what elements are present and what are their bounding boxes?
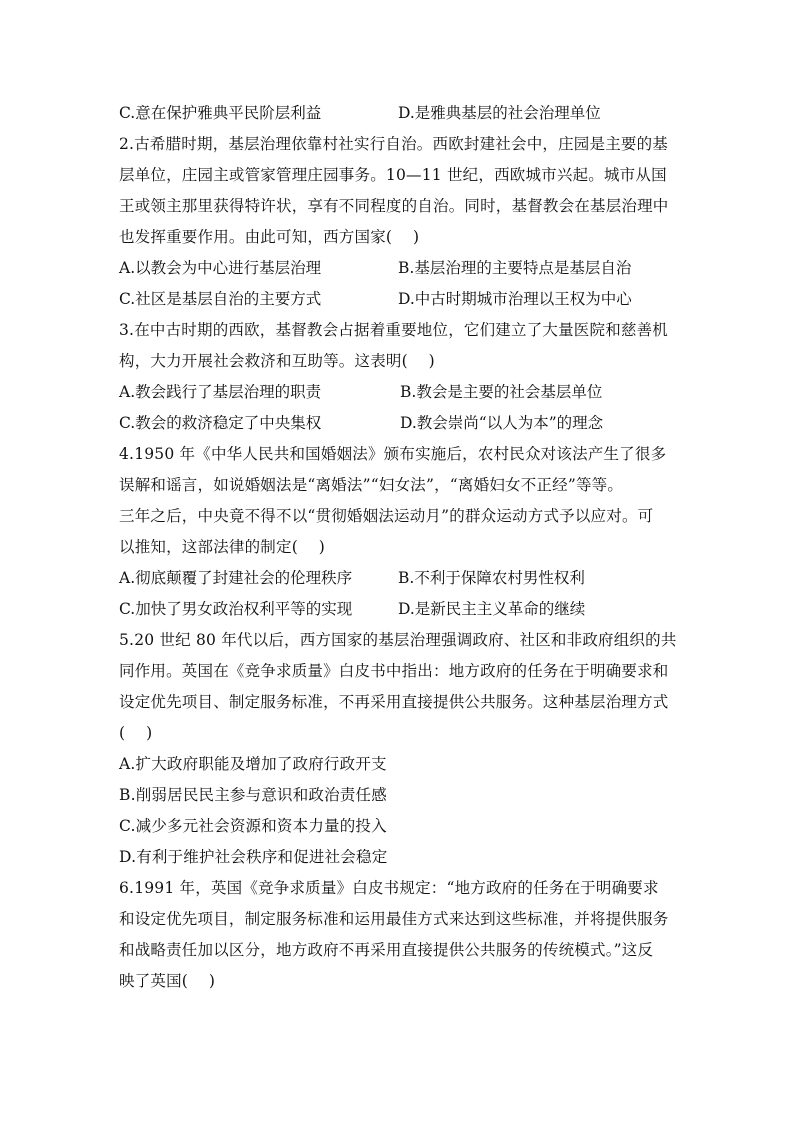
q4-option-b[interactable]: B.不利于保障农村男性权利: [398, 569, 585, 587]
question-2: [119, 129, 679, 315]
q2-stem-line-1: 2.古希腊时期，基层治理依靠村社实行自治。西欧封建社会中，庄园是主要的基: [119, 135, 668, 153]
q2-options-row-ab: [119, 253, 679, 284]
q2-stem-line-3: 王或领主那里获得特许状，享有不同程度的自治。同时，基督教会在基层治理中: [119, 197, 669, 215]
q5-stem-line-1: 5.20 世纪 80 年代以后，西方国家的基层治理强调政府、社区和非政府组织的共: [119, 631, 677, 649]
q1-options-row-cd: [119, 98, 679, 129]
q5-option-d[interactable]: D.有利于维护社会秩序和促进社会稳定: [119, 848, 388, 866]
q2-option-b[interactable]: B.基层治理的主要特点是基层自治: [398, 259, 632, 277]
q5-option-a[interactable]: A.扩大政府职能及增加了政府行政开支: [119, 755, 387, 773]
q6-stem-line-2: 和设定优先项目，制定服务标准和运用最佳方式来达到这些标准，并将提供服务: [119, 910, 669, 928]
q3-option-c[interactable]: C.教会的救济稳定了中央集权: [119, 414, 322, 432]
q4-option-d[interactable]: D.是新民主主义革命的继续: [398, 600, 586, 618]
q4-option-a[interactable]: A.彻底颠覆了封建社会的伦理秩序: [119, 569, 353, 587]
q3-options-row-cd: [119, 408, 679, 439]
q2-options-row-cd: [119, 284, 679, 315]
q2-option-d[interactable]: D.中古时期城市治理以王权为中心: [398, 290, 632, 308]
q3-stem-line-1: 3.在中古时期的西欧，基督教会占据着重要地位，它们建立了大量医院和慈善机: [119, 321, 668, 339]
q5-option-b[interactable]: B.削弱居民民主参与意识和政治责任感: [119, 786, 387, 804]
question-4: [119, 439, 679, 625]
q4-stem-line-4: 以推知，这部法律的制定( ): [119, 538, 326, 556]
q4-stem-line-1: 4.1950 年《中华人民共和国婚姻法》颁布实施后，农村民众对该法产生了很多: [119, 445, 667, 463]
q6-stem-line-1: 6.1991 年，英国《竞争求质量》白皮书规定：“地方政府的任务在于明确要求: [119, 879, 659, 897]
question-5: [119, 625, 679, 873]
q5-stem-line-4: ( ): [119, 724, 153, 742]
q4-option-c[interactable]: C.加快了男女政治权利平等的实现: [119, 600, 353, 618]
q6-stem-line-4: 映了英国( ): [119, 972, 216, 990]
q5-stem-line-2: 同作用。英国在《竞争求质量》白皮书中指出：地方政府的任务在于明确要求和: [119, 662, 669, 680]
q3-option-b[interactable]: B.教会是主要的社会基层单位: [400, 383, 603, 401]
q1-option-d[interactable]: D.是雅典基层的社会治理单位: [398, 104, 601, 122]
q2-stem-line-2: 层单位，庄园主或管家管理庄园事务。10—11 世纪，西欧城市兴起。城市从国: [119, 166, 667, 184]
question-6: [119, 873, 679, 997]
q4-options-row-ab: [119, 563, 679, 594]
q5-stem-line-3: 设定优先项目、制定服务标准，不再采用直接提供公共服务。这种基层治理方式: [119, 693, 669, 711]
q3-option-d[interactable]: D.教会崇尚“以人为本”的理念: [400, 414, 604, 432]
q3-option-a[interactable]: A.教会践行了基层治理的职责: [119, 383, 322, 401]
q1-option-c[interactable]: C.意在保护雅典平民阶层利益: [119, 104, 322, 122]
q6-stem-line-3: 和战略责任加以区分，地方政府不再采用直接提供公共服务的传统模式。”这反: [119, 941, 654, 959]
q2-stem-line-4: 也发挥重要作用。由此可知，西方国家( ): [119, 228, 420, 246]
q3-options-row-ab: [119, 377, 679, 408]
q4-stem-line-2: 误解和谣言，如说婚姻法是“离婚法”“妇女法”，“离婚妇女不正经”等等。: [119, 476, 624, 494]
q4-options-row-cd: [119, 594, 679, 625]
q5-option-c[interactable]: C.减少多元社会资源和资本力量的投入: [119, 817, 387, 835]
question-3: [119, 315, 679, 439]
q2-option-a[interactable]: A.以教会为中心进行基层治理: [119, 259, 322, 277]
q4-stem-line-3: 三年之后，中央竟不得不以“贯彻婚姻法运动月”的群众运动方式予以应对。可: [119, 507, 654, 525]
exam-page: [119, 98, 679, 997]
q3-stem-line-2: 构，大力开展社会救济和互助等。这表明( ): [119, 352, 435, 370]
q2-option-c[interactable]: C.社区是基层自治的主要方式: [119, 290, 322, 308]
